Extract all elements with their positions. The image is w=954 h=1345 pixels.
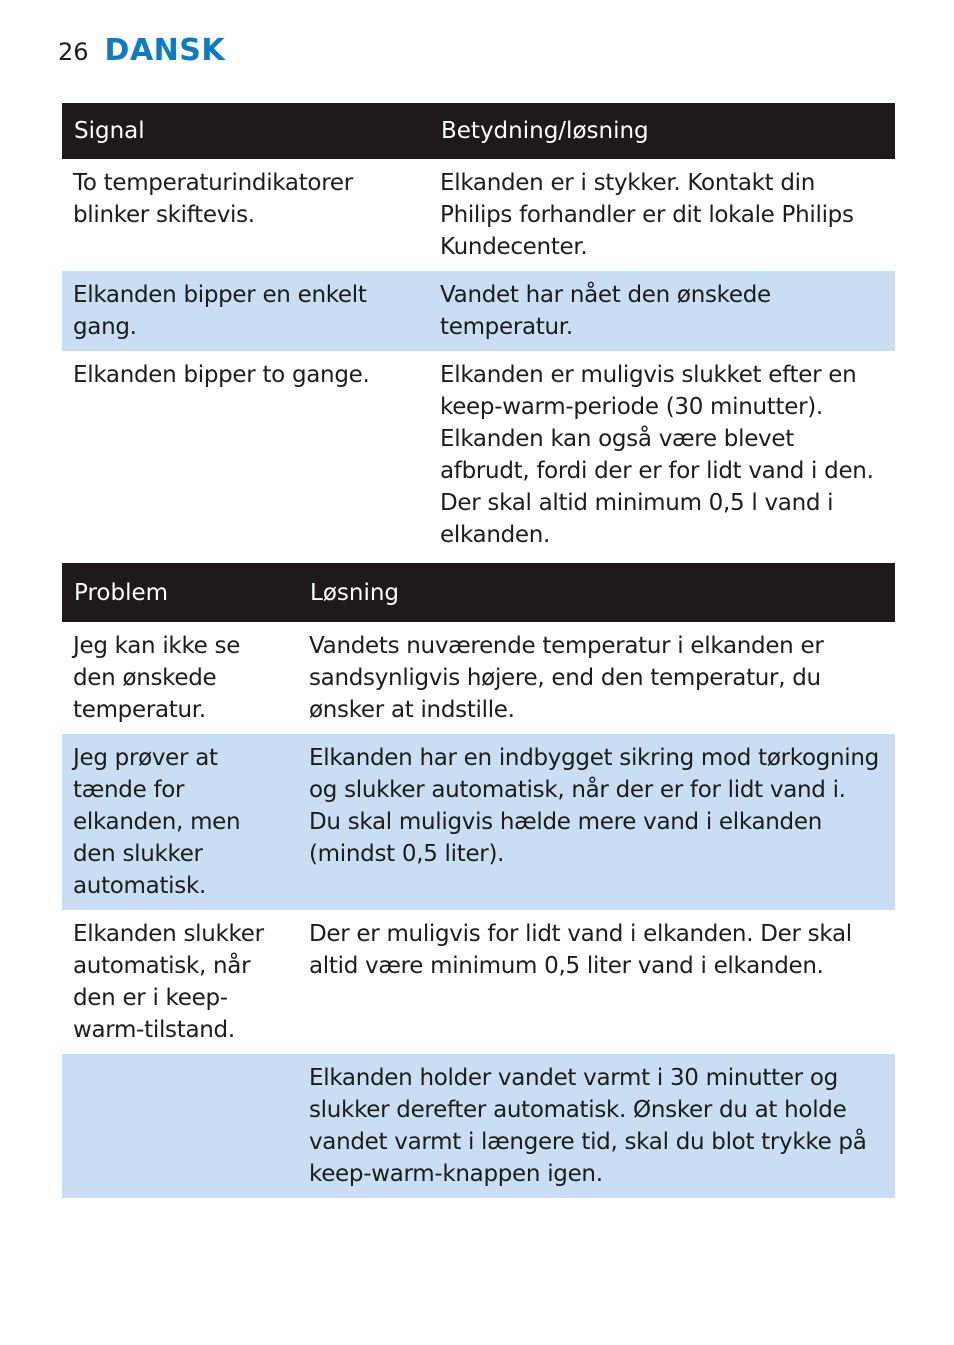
table-row — [62, 734, 895, 910]
table-cell-solution: Der er muligvis for lidt vand i elkanden. Der skal altid være minimum 0,5 liter vand i elkanden. — [309, 921, 852, 979]
page-header — [58, 33, 225, 68]
table-cell-signal: Elkanden bipper to gange. — [73, 362, 370, 388]
signal-table — [62, 103, 895, 559]
table-row — [62, 910, 895, 1054]
table-cell-problem: Elkanden slukker automatisk, når den er i keep-warm-tilstand. — [73, 921, 264, 1043]
table-row — [62, 622, 895, 734]
page-number: 26 — [58, 38, 89, 66]
column-header-problem: Problem — [62, 563, 298, 622]
section-title: DANSK — [104, 33, 226, 68]
table-cell-problem: Jeg kan ikke se den ønskede temperatur. — [73, 633, 241, 723]
column-header-solution: Løsning — [298, 563, 895, 622]
table-cell-signal: To temperaturindikatorer blinker skiftevis. — [73, 170, 353, 228]
table-row — [62, 1054, 895, 1198]
column-header-meaning: Betydning/løsning — [429, 103, 895, 159]
table-cell-solution: Elkanden har en indbygget sikring mod tørkogning og slukker automatisk, når der er for lidt vand i. Du skal muligvis hælde mere vand i elkanden (mindst 0,5 liter). — [298, 734, 895, 910]
table-cell-solution: Vandets nuværende temperatur i elkanden er sandsynligvis højere, end den temperatur, du ønsker at indstille. — [309, 633, 824, 723]
table-row — [62, 159, 895, 271]
table-cell-signal: Elkanden bipper en enkelt gang. — [62, 271, 429, 351]
table-cell-meaning: Vandet har nået den ønskede temperatur. — [429, 271, 895, 351]
table-cell-problem — [62, 1054, 298, 1198]
table-row — [62, 271, 895, 351]
column-header-signal: Signal — [62, 103, 429, 159]
table-header-row — [62, 103, 895, 159]
table-cell-meaning: Elkanden er i stykker. Kontakt din Philips forhandler er dit lokale Philips Kundecenter. — [440, 170, 854, 260]
table-row — [62, 351, 895, 559]
table-header-row — [62, 563, 895, 622]
problem-table — [62, 563, 895, 1198]
table-cell-solution: Elkanden holder vandet varmt i 30 minutter og slukker derefter automatisk. Ønsker du at holde vandet varmt i længere tid, skal du blot trykke på keep-warm-knappen igen. — [298, 1054, 895, 1198]
table-cell-meaning: Elkanden er muligvis slukket efter en keep-warm-periode (30 minutter). Elkanden kan også være blevet afbrudt, fordi der er for lidt vand i den. Der skal altid minimum 0,5 l vand i elkanden. — [440, 362, 874, 548]
table-cell-problem: Jeg prøver at tænde for elkanden, men den slukker automatisk. — [62, 734, 298, 910]
